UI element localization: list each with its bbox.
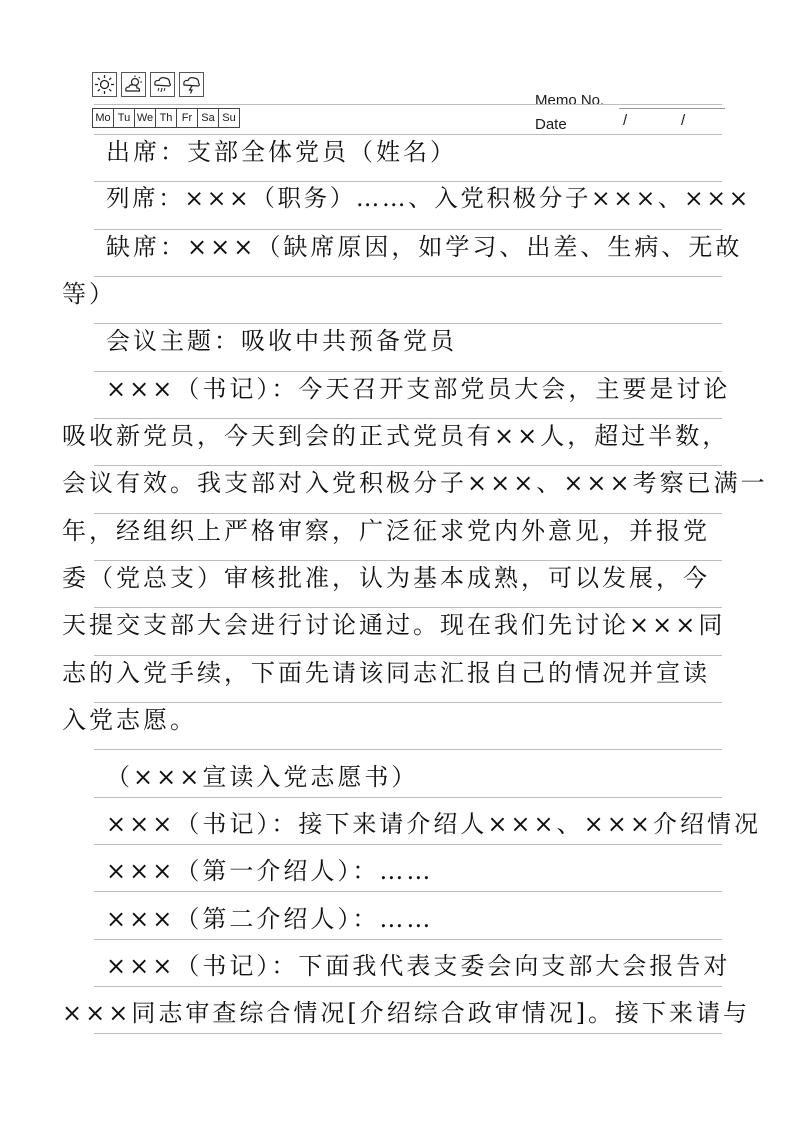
text-line: 天提交支部大会进行讨论通过。现在我们先讨论×××同 <box>62 611 726 639</box>
day-th[interactable]: Th <box>155 108 177 128</box>
ruled-line <box>94 797 722 798</box>
rain-icon[interactable] <box>150 72 175 97</box>
text-line: 委（党总支）审核批准，认为基本成熟，可以发展，今 <box>62 564 710 592</box>
day-we[interactable]: We <box>134 108 156 128</box>
sun-icon[interactable] <box>92 72 117 97</box>
text-line: 等） <box>62 280 116 308</box>
text-line: 入党志愿。 <box>62 706 197 734</box>
text-line: 缺席：×××（缺席原因，如学习、出差、生病、无故 <box>106 233 743 261</box>
ruled-line <box>94 891 722 892</box>
ruled-line <box>94 939 722 940</box>
memo-fields <box>535 88 725 136</box>
text-line: ×××（书记）：今天召开支部党员大会，主要是讨论 <box>106 375 731 403</box>
date-field[interactable] <box>535 112 725 136</box>
text-line: （×××宣读入党志愿书） <box>106 763 419 791</box>
text-line: ×××（书记）：下面我代表支委会向支部大会报告对 <box>106 952 731 980</box>
text-line: 志的入党手续，下面先请该同志汇报自己的情况并宣读 <box>62 659 710 687</box>
memo-header <box>92 72 732 136</box>
day-mo[interactable]: Mo <box>92 108 114 128</box>
ruled-line <box>94 844 722 845</box>
thunderstorm-icon[interactable] <box>179 72 204 97</box>
ruled-line <box>94 276 722 277</box>
ruled-line <box>94 986 722 987</box>
memo-number-field[interactable] <box>535 88 725 112</box>
memo-label: Memo No. <box>535 91 605 109</box>
text-line: ×××（书记）：接下来请介绍人×××、×××介绍情况 <box>106 810 761 838</box>
day-su[interactable]: Su <box>218 108 240 128</box>
text-line: 吸收新党员，今天到会的正式党员有××人，超过半数， <box>62 422 730 450</box>
ruled-line <box>94 1033 722 1034</box>
day-fr[interactable]: Fr <box>176 108 198 128</box>
text-line: 会议主题：吸收中共预备党员 <box>106 327 457 355</box>
weather-icons <box>92 72 204 97</box>
text-line: ×××同志审查综合情况[介绍综合政审情况]。接下来请与 <box>62 999 751 1027</box>
text-line: ×××（第二介绍人）：…… <box>106 905 434 933</box>
partly-cloudy-icon[interactable] <box>121 72 146 97</box>
text-line: 会议有效。我支部对入党积极分子×××、×××考察已满一 <box>62 469 768 497</box>
day-tu[interactable]: Tu <box>113 108 135 128</box>
date-separator: / <box>623 112 628 129</box>
date-separator: / <box>681 112 686 129</box>
date-label: Date <box>535 115 567 133</box>
text-line: ×××（第一介绍人）：…… <box>106 857 434 885</box>
text-line: 出席：支部全体党员（姓名） <box>106 138 457 166</box>
text-line: 列席：×××（职务）……、入党积极分子×××、××× <box>106 184 751 212</box>
ruled-line <box>94 749 722 750</box>
weekday-selector <box>92 108 239 128</box>
day-sa[interactable]: Sa <box>197 108 219 128</box>
text-line: 年，经组织上严格审察，广泛征求党内外意见，并报党 <box>62 517 710 545</box>
